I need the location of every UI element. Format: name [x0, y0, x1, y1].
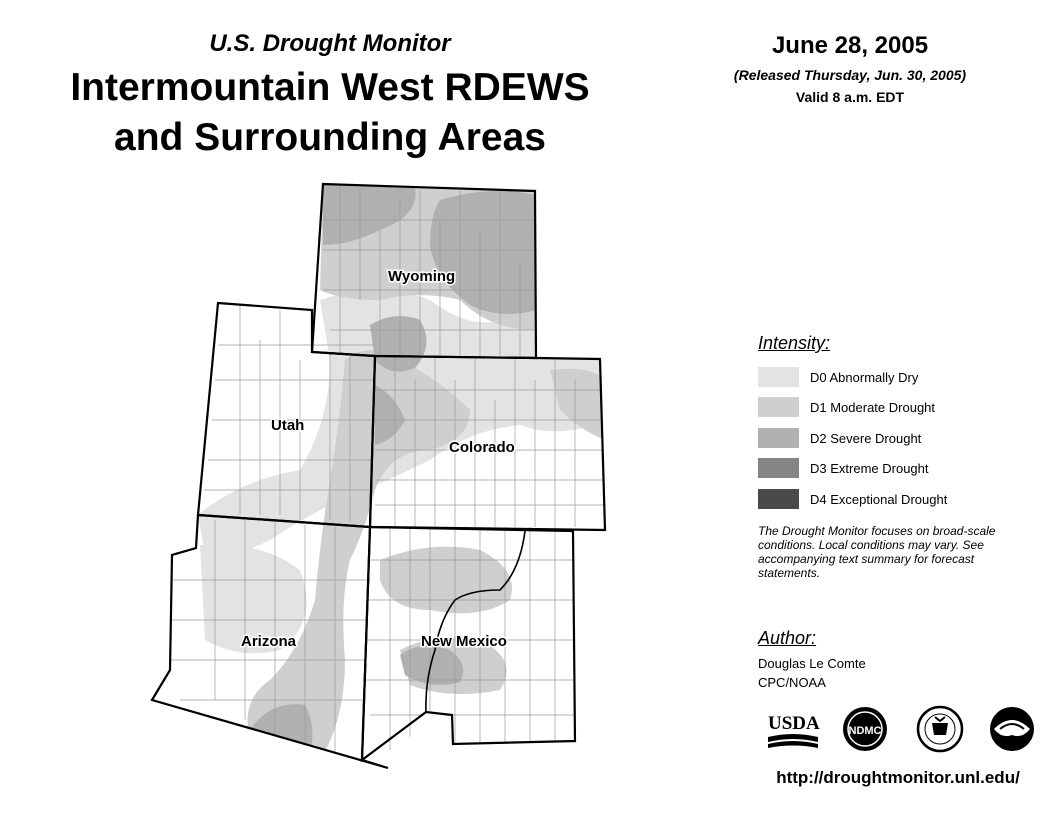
ndmc-logo-icon: [841, 705, 889, 753]
usda-logo-icon: [766, 705, 820, 751]
drought-map: [140, 175, 620, 775]
doc-seal-icon: [915, 705, 965, 753]
state-label-colorado: Colorado: [449, 439, 515, 456]
noaa-logo-icon: [988, 705, 1036, 753]
legend-label-d3: D3 Extreme Drought: [810, 461, 929, 476]
disclaimer-note: The Drought Monitor focuses on broad-scale conditions. Local conditions may vary. See accompanying text summary for forecast statements.: [758, 524, 996, 580]
map-title-line2: and Surrounding Areas: [114, 116, 546, 159]
legend-swatch-d1: [758, 397, 799, 417]
state-label-arizona: Arizona: [241, 633, 297, 650]
legend-label-d1: D1 Moderate Drought: [810, 400, 936, 415]
state-label-utah: Utah: [271, 417, 305, 434]
author-name: Douglas Le Comte: [758, 656, 866, 671]
legend-label-d0: D0 Abnormally Dry: [810, 370, 919, 385]
legend-label-d2: D2 Severe Drought: [810, 431, 922, 446]
legend-swatch-d2: [758, 428, 799, 448]
legend-label-d4: D4 Exceptional Drought: [810, 492, 948, 507]
d2-area-wyoming-south: [370, 316, 426, 372]
state-label-new-mexico: New Mexico: [421, 633, 507, 650]
legend-swatch-d4: [758, 489, 799, 509]
legend-title: Intensity:: [758, 333, 831, 353]
map-date: June 28, 2005: [771, 32, 929, 59]
legend-swatch-d3: [758, 458, 799, 478]
svg-text:USDA: USDA: [768, 713, 820, 734]
svg-text:NDMC: NDMC: [848, 725, 882, 737]
author-org: CPC/NOAA: [758, 675, 826, 690]
website-url[interactable]: http://droughtmonitor.unl.edu/: [776, 768, 1020, 787]
valid-time: Valid 8 a.m. EDT: [795, 89, 905, 105]
release-date: (Released Thursday, Jun. 30, 2005): [733, 67, 967, 83]
supertitle: U.S. Drought Monitor: [209, 30, 451, 57]
author-title: Author:: [758, 628, 817, 648]
legend-swatch-d0: [758, 367, 799, 387]
map-title-line1: Intermountain West RDEWS: [70, 66, 590, 109]
state-label-wyoming: Wyoming: [388, 268, 456, 285]
